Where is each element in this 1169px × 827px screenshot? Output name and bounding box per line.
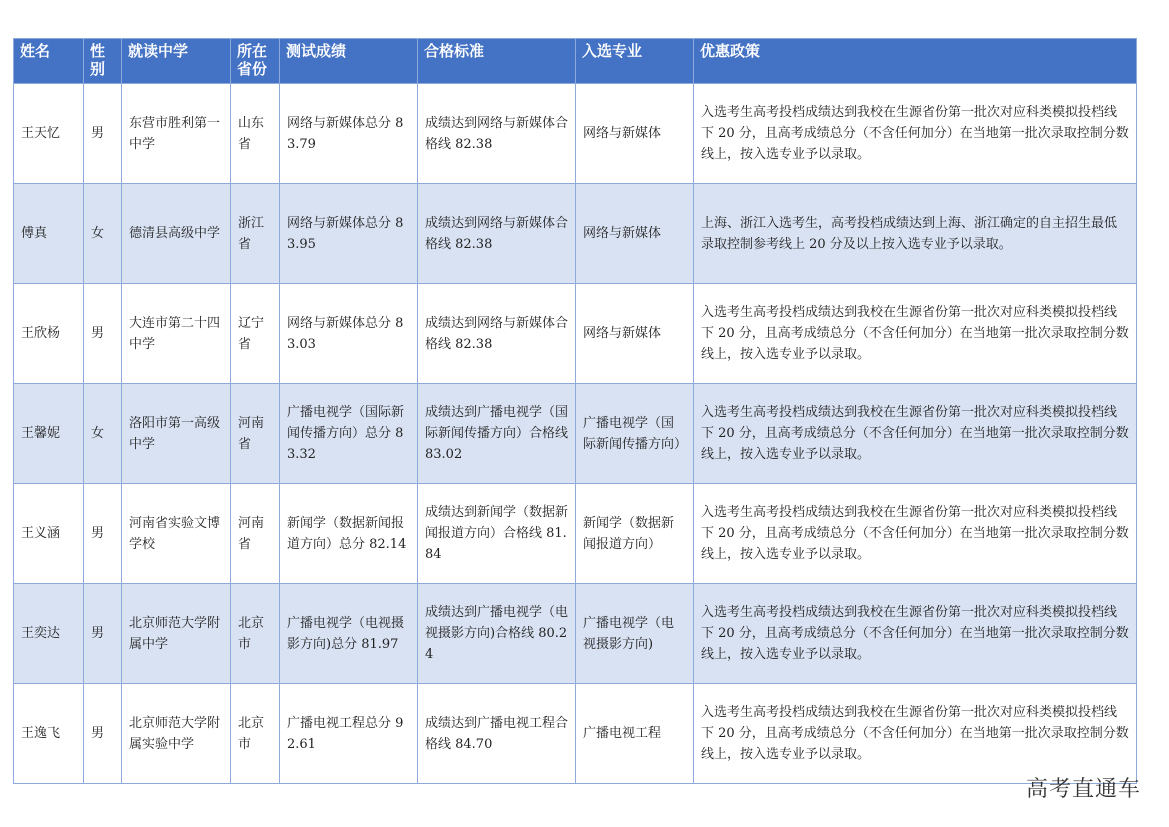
header-name: 姓名 xyxy=(14,39,84,84)
table-row xyxy=(14,384,1137,484)
cell-province: 河南省 xyxy=(231,484,280,584)
cell-standard: 成绩达到广播电视学（国际新闻传播方向）合格线 83.02 xyxy=(418,384,576,484)
cell-standard: 成绩达到新闻学（数据新闻报道方向）合格线 81.84 xyxy=(418,484,576,584)
cell-gender: 男 xyxy=(84,284,122,384)
cell-policy: 入选考生高考投档成绩达到我校在生源省份第一批次对应科类模拟投档线下 20 分，且高考成绩总分（不含任何加分）在当地第一批次录取控制分数线上，按入选专业予以录取。 xyxy=(694,84,1137,184)
cell-score: 网络与新媒体总分 83.95 xyxy=(280,184,418,284)
cell-major: 广播电视学（电视摄影方向) xyxy=(576,584,694,684)
cell-policy: 入选考生高考投档成绩达到我校在生源省份第一批次对应科类模拟投档线下 20 分，且高考成绩总分（不含任何加分）在当地第一批次录取控制分数线上，按入选专业予以录取。 xyxy=(694,284,1137,384)
cell-school: 河南省实验文博学校 xyxy=(122,484,231,584)
cell-name: 王义涵 xyxy=(14,484,84,584)
cell-name: 王馨妮 xyxy=(14,384,84,484)
cell-school: 洛阳市第一高级中学 xyxy=(122,384,231,484)
cell-policy: 入选考生高考投档成绩达到我校在生源省份第一批次对应科类模拟投档线下 20 分，且高考成绩总分（不含任何加分）在当地第一批次录取控制分数线上，按入选专业予以录取。 xyxy=(694,684,1137,784)
table-row xyxy=(14,684,1137,784)
cell-gender: 男 xyxy=(84,684,122,784)
cell-policy: 入选考生高考投档成绩达到我校在生源省份第一批次对应科类模拟投档线下 20 分，且高考成绩总分（不含任何加分）在当地第一批次录取控制分数线上，按入选专业予以录取。 xyxy=(694,484,1137,584)
cell-major: 网络与新媒体 xyxy=(576,284,694,384)
table-row xyxy=(14,184,1137,284)
cell-name: 傅真 xyxy=(14,184,84,284)
header-school: 就读中学 xyxy=(122,39,231,84)
header-standard: 合格标准 xyxy=(418,39,576,84)
header-policy: 优惠政策 xyxy=(694,39,1137,84)
table-row xyxy=(14,284,1137,384)
cell-province: 北京市 xyxy=(231,584,280,684)
cell-policy: 入选考生高考投档成绩达到我校在生源省份第一批次对应科类模拟投档线下 20 分，且高考成绩总分（不含任何加分）在当地第一批次录取控制分数线上，按入选专业予以录取。 xyxy=(694,384,1137,484)
cell-score: 新闻学（数据新闻报道方向）总分 82.14 xyxy=(280,484,418,584)
cell-major: 广播电视学（国际新闻传播方向） xyxy=(576,384,694,484)
cell-policy: 上海、浙江入选考生，高考投档成绩达到上海、浙江确定的自主招生最低录取控制参考线上 20 分及以上按入选专业予以录取。 xyxy=(694,184,1137,284)
cell-gender: 男 xyxy=(84,584,122,684)
table-header-row xyxy=(14,39,1137,84)
cell-score: 网络与新媒体总分 83.03 xyxy=(280,284,418,384)
cell-school: 德清县高级中学 xyxy=(122,184,231,284)
cell-name: 王奕达 xyxy=(14,584,84,684)
cell-province: 浙江省 xyxy=(231,184,280,284)
header-major: 入选专业 xyxy=(576,39,694,84)
header-gender: 性别 xyxy=(84,39,122,84)
cell-policy: 入选考生高考投档成绩达到我校在生源省份第一批次对应科类模拟投档线下 20 分，且高考成绩总分（不含任何加分）在当地第一批次录取控制分数线上，按入选专业予以录取。 xyxy=(694,584,1137,684)
cell-gender: 男 xyxy=(84,84,122,184)
cell-name: 王逸飞 xyxy=(14,684,84,784)
cell-standard: 成绩达到网络与新媒体合格线 82.38 xyxy=(418,284,576,384)
cell-score: 广播电视学（国际新闻传播方向）总分 83.32 xyxy=(280,384,418,484)
cell-gender: 女 xyxy=(84,184,122,284)
cell-major: 广播电视工程 xyxy=(576,684,694,784)
header-province: 所在省份 xyxy=(231,39,280,84)
table-row xyxy=(14,584,1137,684)
cell-major: 网络与新媒体 xyxy=(576,84,694,184)
table-row xyxy=(14,484,1137,584)
admission-table xyxy=(13,38,1137,784)
table-row xyxy=(14,84,1137,184)
cell-school: 北京师范大学附属实验中学 xyxy=(122,684,231,784)
cell-major: 新闻学（数据新闻报道方向） xyxy=(576,484,694,584)
header-score: 测试成绩 xyxy=(280,39,418,84)
cell-standard: 成绩达到广播电视学（电视摄影方向)合格线 80.24 xyxy=(418,584,576,684)
cell-name: 王欣杨 xyxy=(14,284,84,384)
cell-standard: 成绩达到网络与新媒体合格线 82.38 xyxy=(418,184,576,284)
cell-gender: 男 xyxy=(84,484,122,584)
cell-score: 广播电视学（电视摄影方向)总分 81.97 xyxy=(280,584,418,684)
cell-major: 网络与新媒体 xyxy=(576,184,694,284)
cell-province: 北京市 xyxy=(231,684,280,784)
cell-gender: 女 xyxy=(84,384,122,484)
cell-school: 东营市胜利第一中学 xyxy=(122,84,231,184)
cell-school: 北京师范大学附属中学 xyxy=(122,584,231,684)
cell-name: 王天忆 xyxy=(14,84,84,184)
cell-province: 辽宁省 xyxy=(231,284,280,384)
cell-score: 网络与新媒体总分 83.79 xyxy=(280,84,418,184)
cell-school: 大连市第二十四中学 xyxy=(122,284,231,384)
watermark-text: 高考直通车 xyxy=(1025,777,1141,802)
cell-score: 广播电视工程总分 92.61 xyxy=(280,684,418,784)
cell-province: 山东省 xyxy=(231,84,280,184)
cell-standard: 成绩达到广播电视工程合格线 84.70 xyxy=(418,684,576,784)
cell-standard: 成绩达到网络与新媒体合格线 82.38 xyxy=(418,84,576,184)
cell-province: 河南省 xyxy=(231,384,280,484)
